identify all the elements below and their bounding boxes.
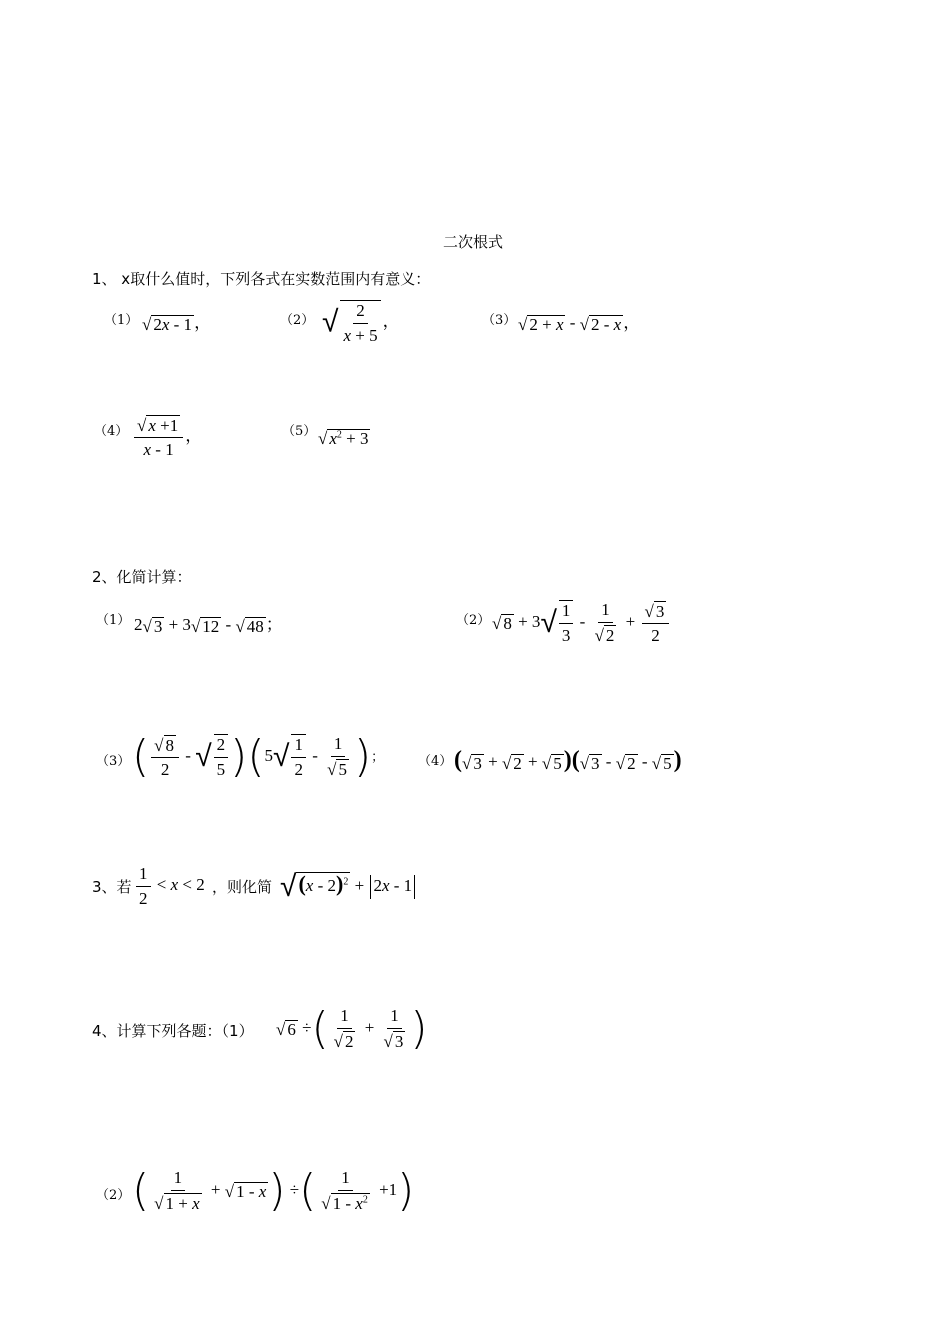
q1-expr-1: √ 2x - 1 ，: [142, 313, 212, 335]
comma: ，: [382, 311, 400, 331]
page-title: 二次根式: [443, 233, 504, 251]
q1-expr-2: √ $\frac{2}{x + 5}$ ，: [322, 301, 400, 345]
q1-label-2: （2）: [280, 313, 315, 328]
semicolon: ；: [371, 748, 385, 764]
q3-expr: √(x - 2)$^2$ + 2x - 1: [280, 872, 417, 902]
q1-label-1: （1）: [104, 313, 139, 328]
q1-stem: 1、 x取什么值时，下列各式在实数范围内有意义：: [92, 270, 431, 288]
q1-label-5: （5）: [282, 424, 317, 439]
q2-label-3: （3）: [96, 754, 131, 769]
q1-expr-5: √ $x^2 + 3$: [318, 429, 369, 449]
q2-expr-2: √ 8 + 3√ $\frac{1}{3}$ - $\frac{1}{√ 2}$ + $\frac{√ 3}{2}$: [492, 600, 671, 646]
q3-stem-prefix: 3、若: [92, 878, 132, 896]
q1-label-3: （3）: [482, 313, 517, 328]
q2-label-2: （2）: [456, 613, 491, 628]
comma: ，: [623, 313, 641, 332]
q2-label-4: （4）: [418, 754, 453, 769]
q3-stem-middle: ，则化简: [212, 878, 273, 896]
comma: ，: [194, 313, 212, 332]
q2-expr-4: (√ 3 + √ 2 + √ 5)(√ 3 - √ 2 - √ 5): [454, 747, 682, 774]
q2-label-1: （1）: [96, 613, 131, 628]
q2-stem: 2、化简计算：: [92, 568, 192, 586]
q4-stem: 4、计算下列各题：（1）: [92, 1022, 254, 1040]
comma: ，: [185, 425, 203, 445]
q2-expr-3: ( $\frac{√ 8}{2}$ - √ $\frac{2}{5}$ )(5√ $\frac{1}{2}$ - $\frac{1}{√ 5}$ )；: [132, 730, 385, 782]
q1-expr-3: √ 2 + x - √ 2 - x ，: [518, 313, 641, 335]
q1-expr-4: $\frac{√ x +1}{x - 1}$ ，: [132, 414, 202, 460]
q2-expr-1: 2√ 3 + 3√ 12 - √ 48 ；: [134, 615, 283, 637]
q4-expr-2: ( $\frac{1}{√ 1 + x}$ + √ 1 - x) ÷( $\frac{1}{√ 1 - x^2}$ +1): [132, 1164, 415, 1216]
q4-expr-1: √ 6 ÷( $\frac{1}{√ 2}$ + $\frac{1}{√ 3}$ ): [276, 1002, 428, 1054]
q1-label-4: （4）: [94, 424, 129, 439]
q3-condition: $\frac{1}{2}$ < x < 2: [134, 864, 205, 908]
semicolon: ；: [265, 615, 283, 634]
q4-label-2: （2）: [96, 1188, 131, 1203]
